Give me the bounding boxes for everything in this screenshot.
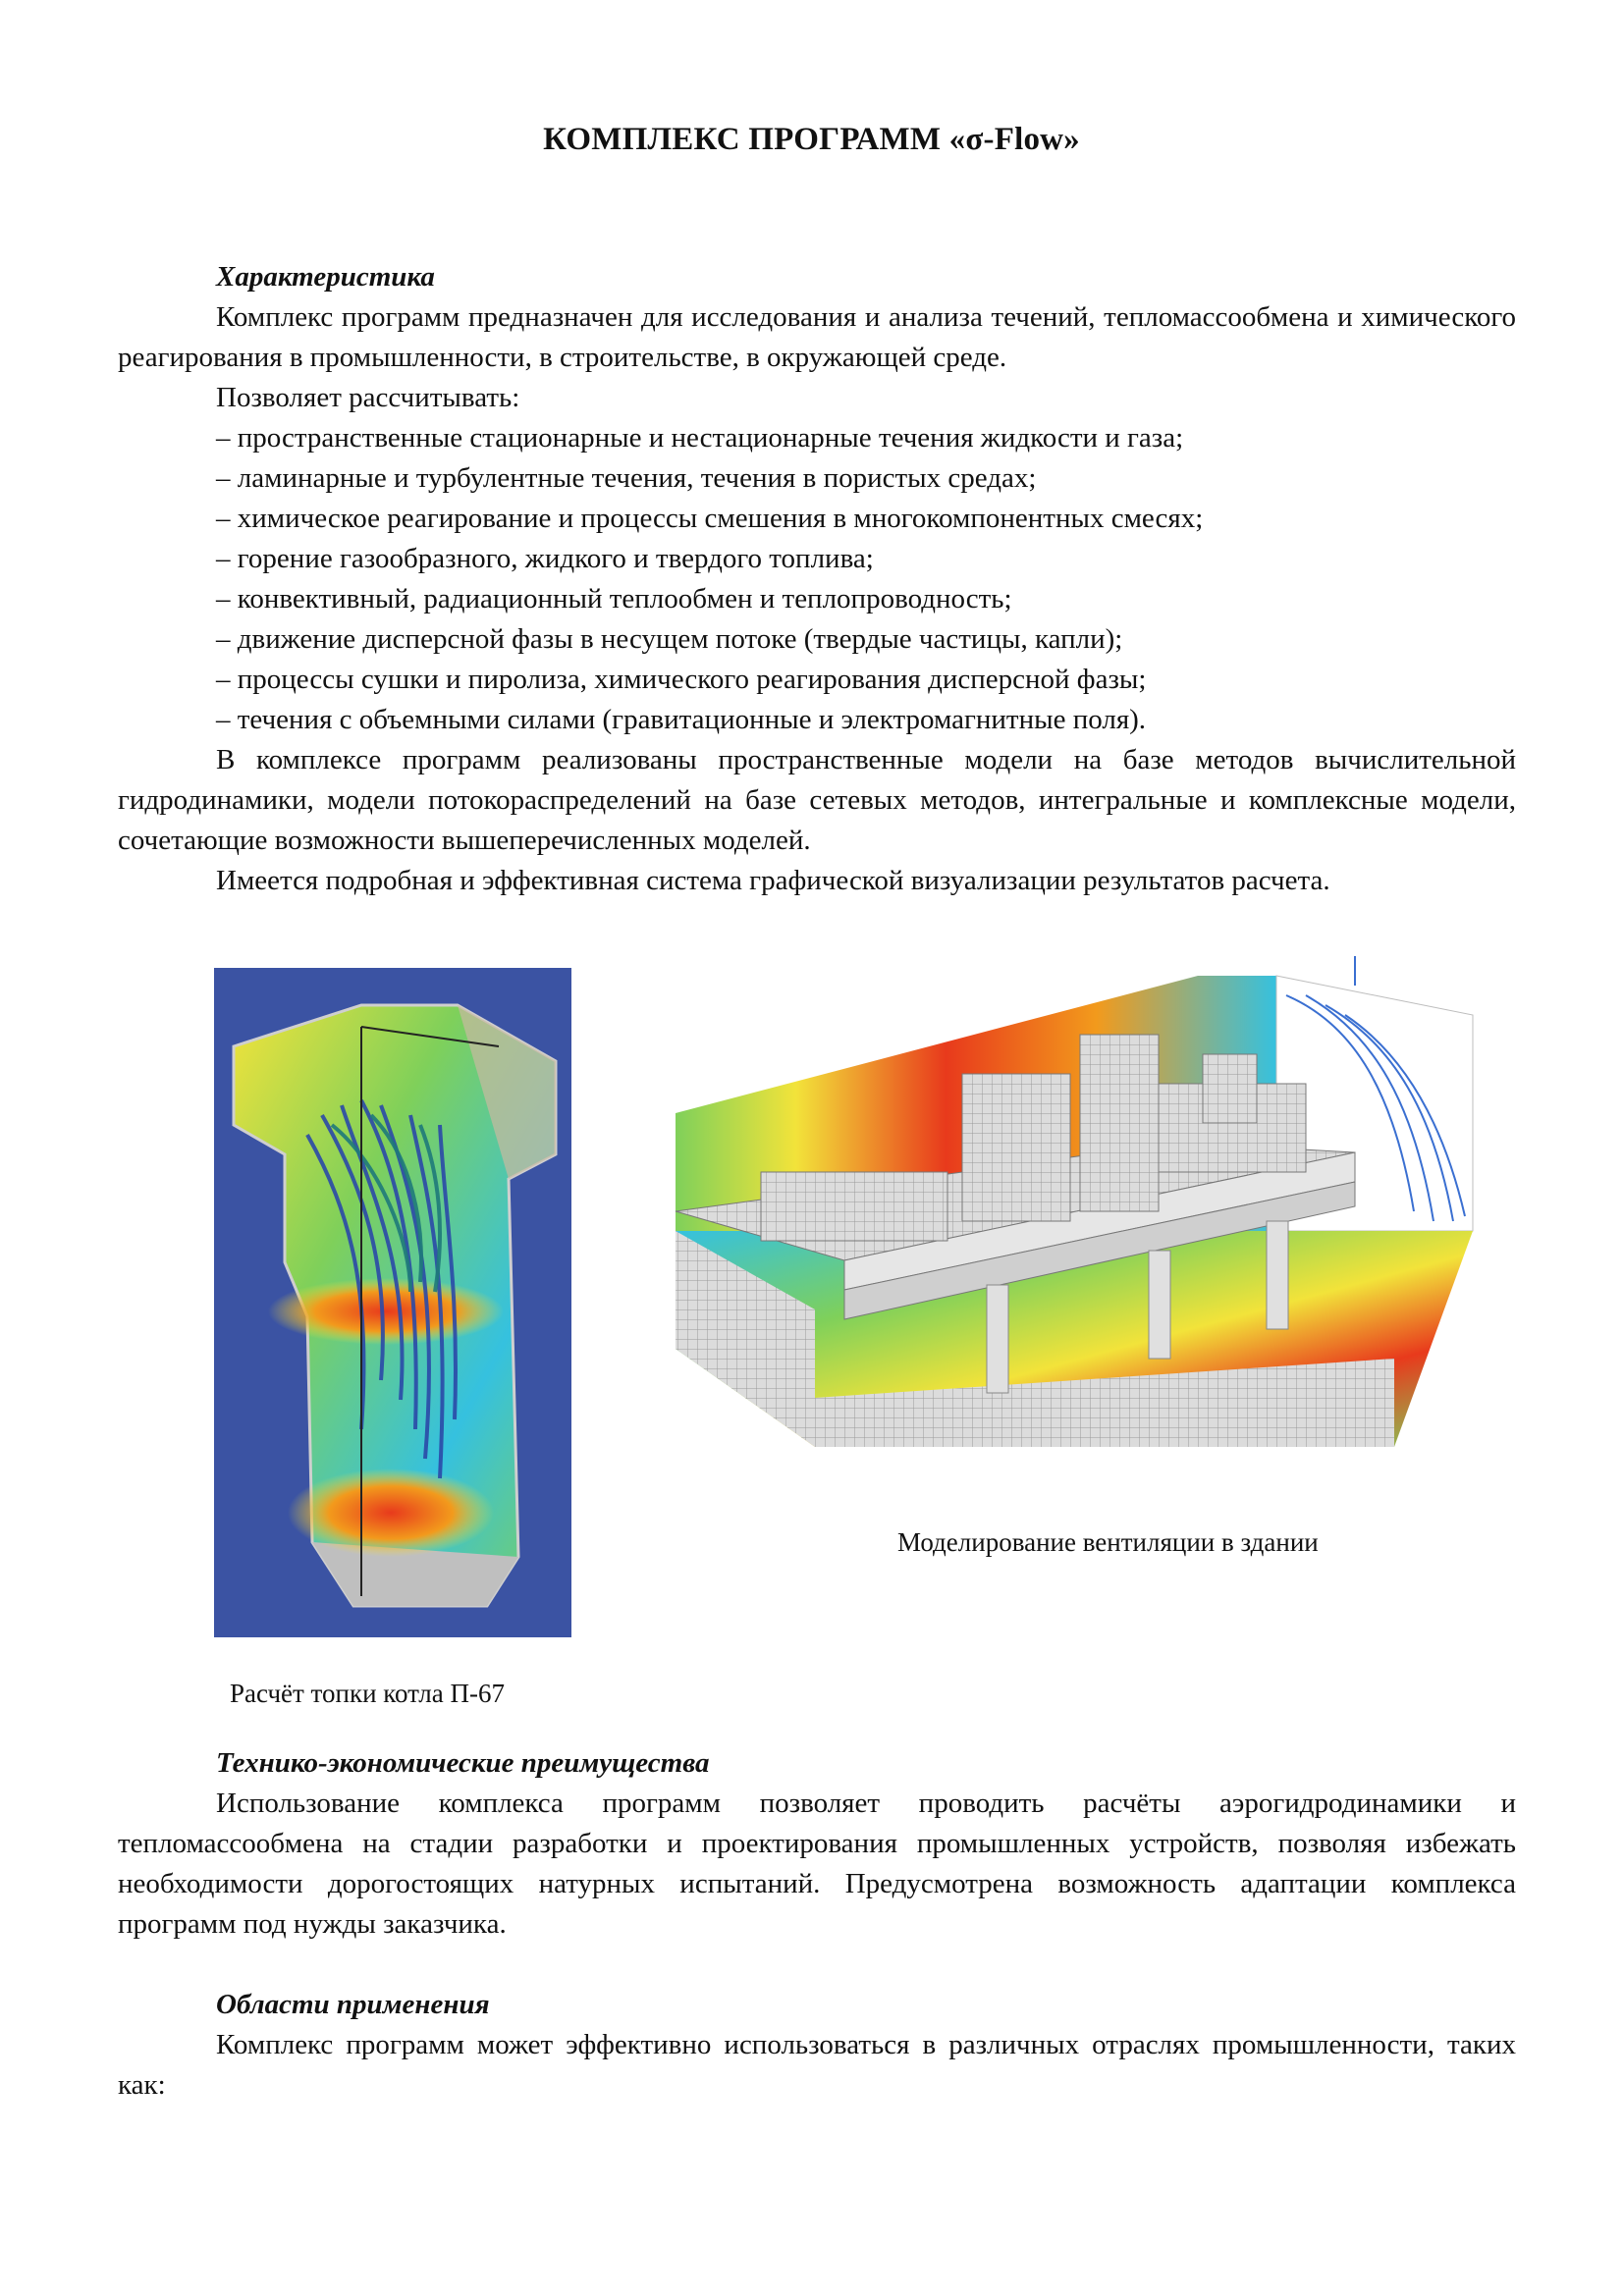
advantages-section (118, 1743, 1516, 1945)
ventilation-simulation-image (668, 936, 1483, 1467)
list-item: – химическое реагирование и процессы смешения в многокомпонентных смесях; (118, 499, 1516, 539)
characteristics-heading: Характеристика (216, 261, 435, 293)
list-item: – конвективный, радиационный теплообмен и теплопроводность; (118, 579, 1516, 619)
list-item: – движение дисперсной фазы в несущем потоке (твердые частицы, капли); (118, 619, 1516, 660)
advantages-heading: Технико-экономические преимущества (216, 1747, 710, 1779)
list-item: – процессы сушки и пиролиза, химического реагирования дисперсной фазы; (118, 660, 1516, 700)
models-paragraph: В комплексе программ реализованы пространственные модели на базе методов вычислительной гидродинамики, модели потокораспределений на базе сетевых методов, интегральные и комплексные модели, сочетающие возможности вышеперечисленных моделей. (118, 744, 1516, 856)
capabilities-list (118, 418, 1516, 740)
list-item: – горение газообразного, жидкого и твердого топлива; (118, 539, 1516, 579)
allows-line: Позволяет рассчитывать: (216, 382, 520, 413)
document-title: КОМПЛЕКС ПРОГРАММ «σ-Flow» (543, 122, 1080, 157)
furnace-caption: Расчёт топки котла П-67 (230, 1679, 505, 1708)
advantages-paragraph: Использование комплекса программ позволяет проводить расчёты аэрогидродинамики и тепломассообмена на стадии разработки и проектирования промышленных устройств, позволяя избежать необходимости дорогостоящих натурных испытаний. Предусмотрена возможность адаптации комплекса программ под нужды заказчика. (118, 1788, 1516, 1940)
list-item: – ламинарные и турбулентные течения, течения в пористых средах; (118, 458, 1516, 499)
applications-heading: Области применения (216, 1989, 490, 2020)
list-item: – пространственные стационарные и нестационарные течения жидкости и газа; (118, 418, 1516, 458)
applications-paragraph: Комплекс программ может эффективно использоваться в различных отраслях промышленности, таких как: (118, 2029, 1516, 2101)
furnace-simulation-image (214, 968, 571, 1637)
characteristics-section (118, 257, 1516, 901)
list-item: – течения с объемными силами (гравитационные и электромагнитные поля). (118, 700, 1516, 740)
visualization-paragraph: Имеется подробная и эффективная система графической визуализации результатов расчета. (216, 865, 1330, 896)
ventilation-caption: Моделирование вентиляции в здании (897, 1527, 1319, 1557)
applications-section (118, 1985, 1516, 2106)
intro-paragraph: Комплекс программ предназначен для исследования и анализа течений, тепломассообмена и химического реагирования в промышленности, в строительстве, в окружающей среде. (118, 301, 1516, 373)
